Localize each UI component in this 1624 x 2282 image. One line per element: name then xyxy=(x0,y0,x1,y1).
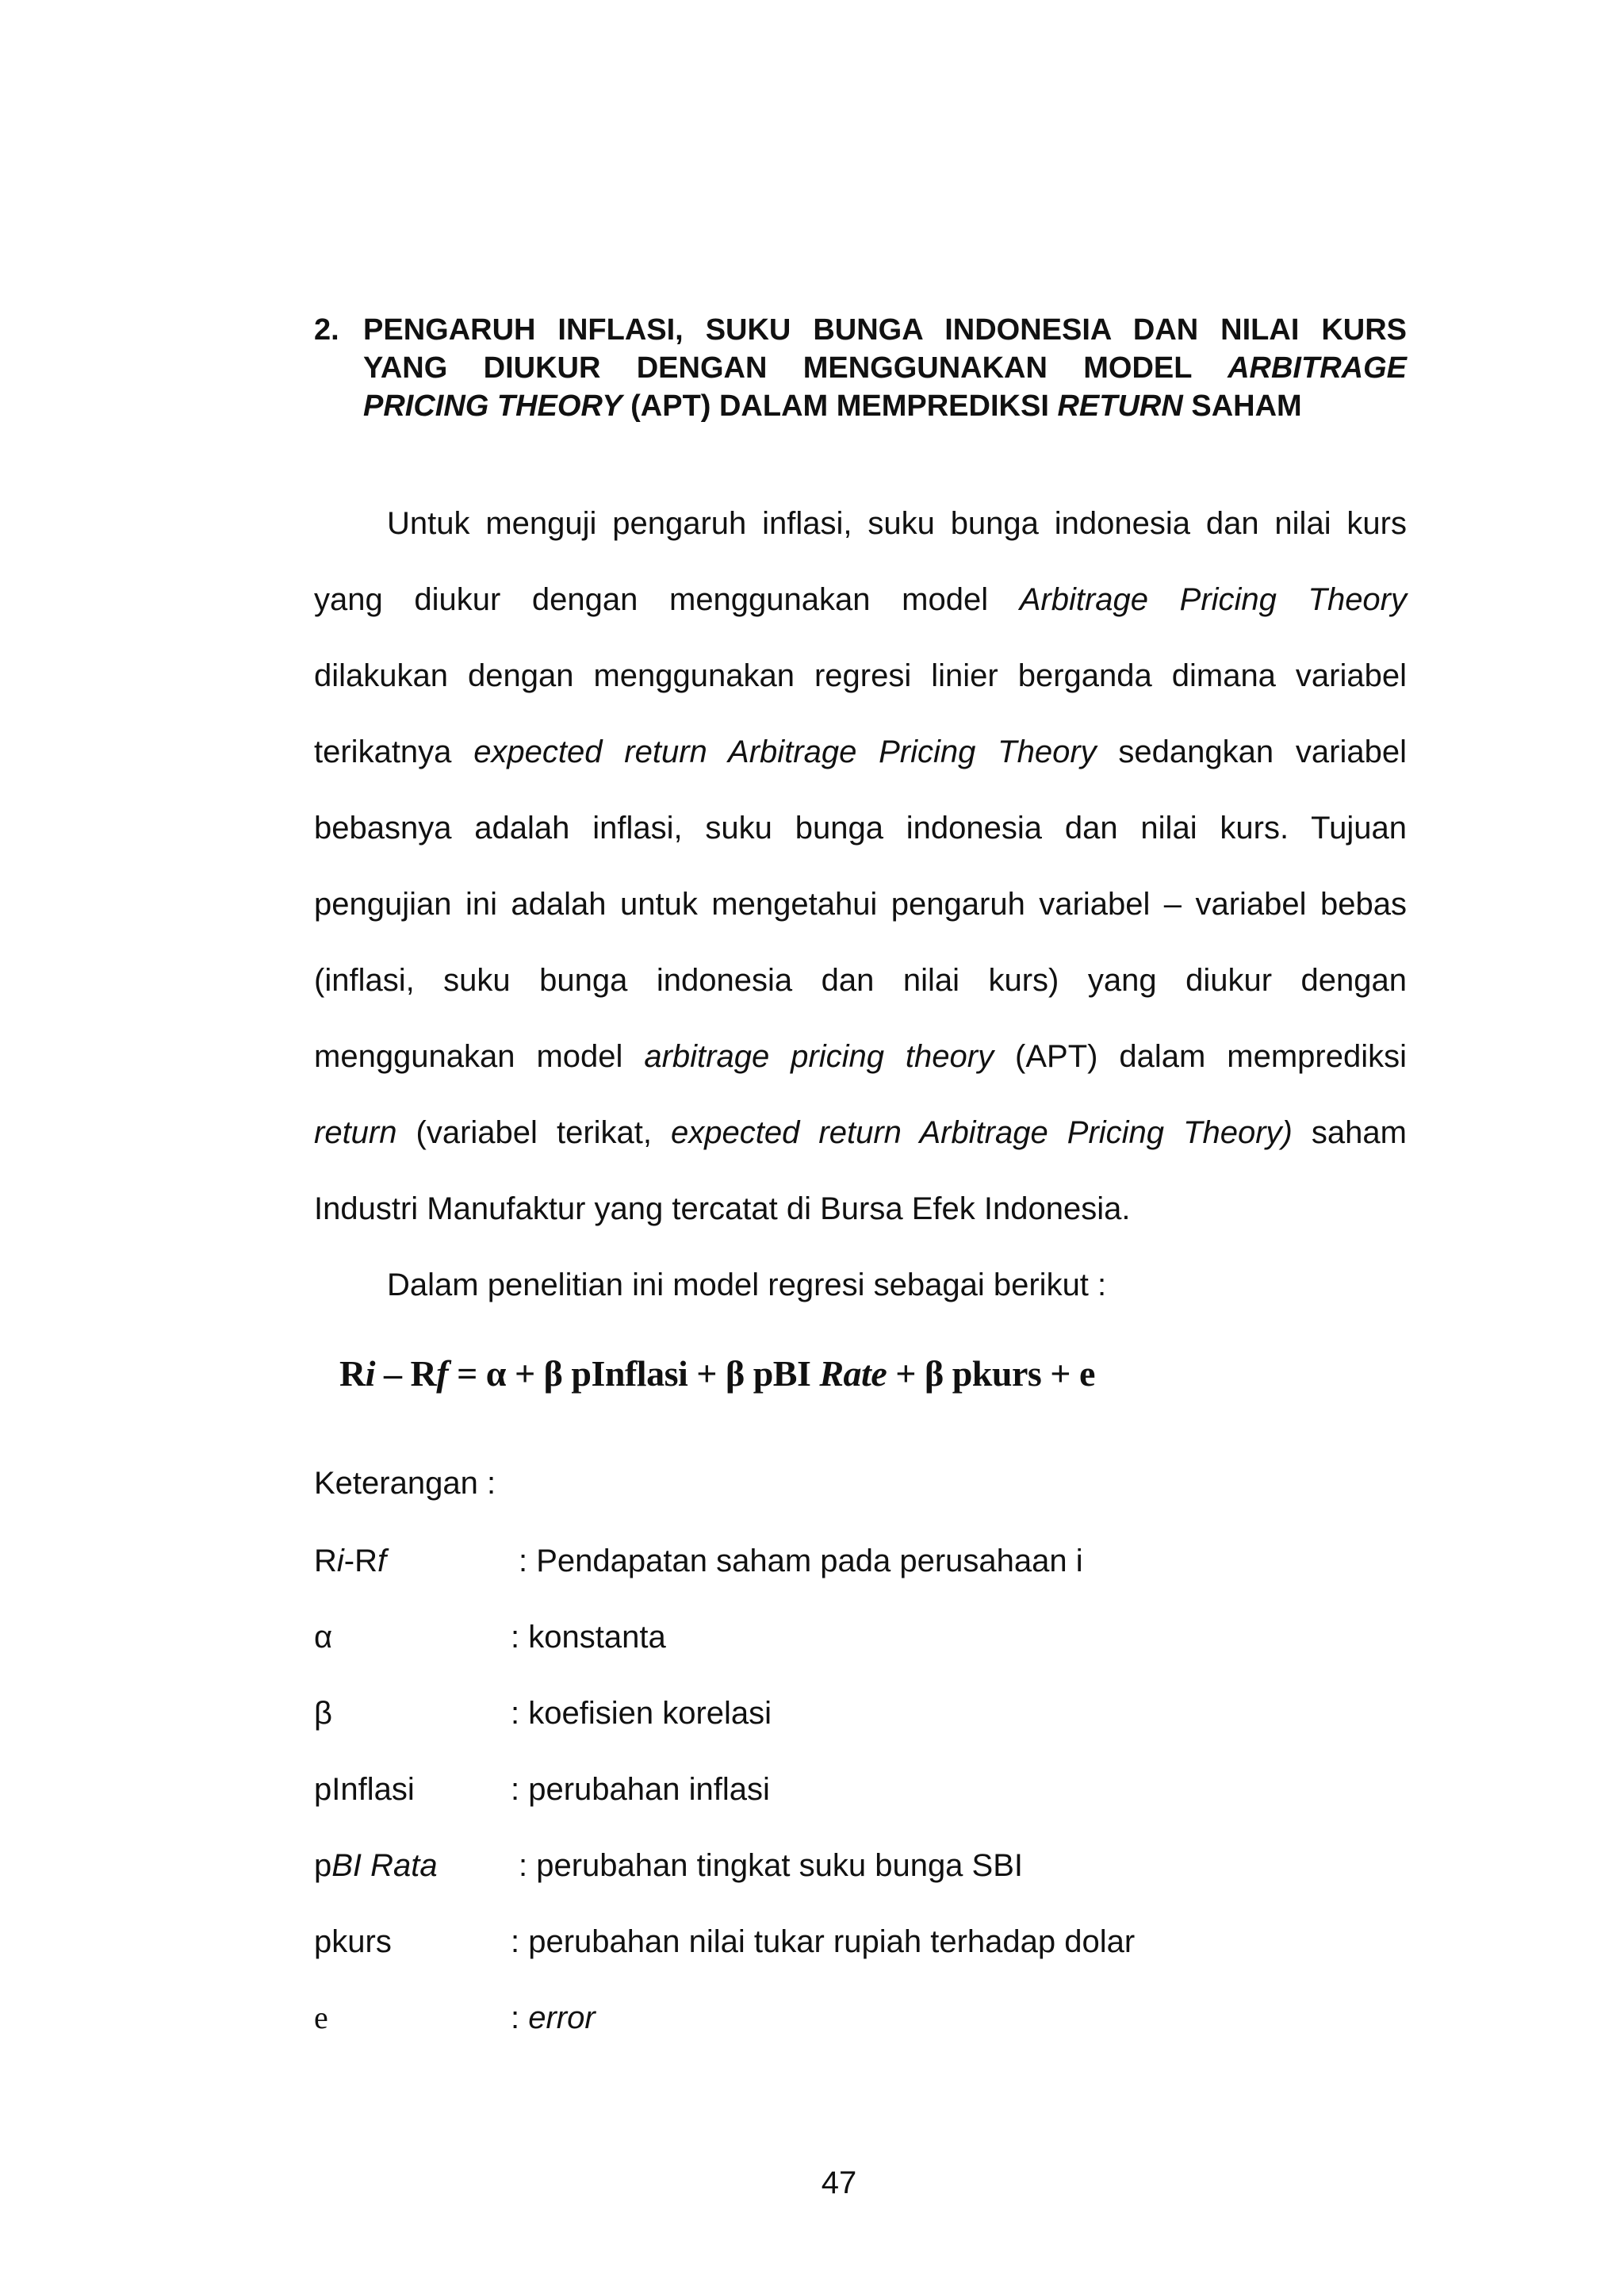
legend-description-part: : xyxy=(511,2000,529,2035)
legend-description: : perubahan inflasi xyxy=(511,1772,770,1807)
paragraph-italic-text: expected return Arbitrage Pricing Theory) xyxy=(671,1115,1293,1150)
legend-term xyxy=(314,1842,438,1889)
legend-term-part: f xyxy=(377,1544,387,1578)
paragraph-line: Untuk menguji pengaruh inflasi, suku bunga indonesia dan nilai kurs xyxy=(387,506,1407,541)
formula-part: + β pkurs + e xyxy=(887,1353,1095,1394)
formula-part: = α + β pInflasi + β pBI xyxy=(448,1353,820,1394)
heading-line-2 xyxy=(363,349,1407,387)
paragraph-line: pengujian ini adalah untuk mengetahui pengaruh variabel – variabel bebas xyxy=(314,887,1407,922)
formula-part: f xyxy=(436,1353,449,1394)
legend-term-part: i xyxy=(336,1544,344,1578)
paragraph-line xyxy=(314,1095,1407,1171)
paragraph-text: yang diukur dengan menggunakan model xyxy=(314,582,989,617)
legend-term: e xyxy=(314,2000,328,2035)
legend-row xyxy=(314,1613,1424,1661)
legend-description: : koefisien korelasi xyxy=(511,1696,772,1731)
formula-part: – R xyxy=(375,1353,437,1394)
legend-term: α xyxy=(314,1620,333,1655)
legend-row xyxy=(314,1537,1424,1585)
legend-term-part: BI Rata xyxy=(331,1848,438,1883)
legend-term: pInflasi xyxy=(314,1772,415,1807)
regression-formula xyxy=(339,1350,1095,1398)
legend-term-part: -R xyxy=(343,1544,377,1578)
paragraph-text: menggunakan model xyxy=(314,1039,623,1074)
legend-row xyxy=(314,1918,1424,1966)
legend-term-part: R xyxy=(314,1544,337,1578)
legend-row xyxy=(314,1842,1424,1889)
keterangan-label: Keterangan : xyxy=(314,1466,496,1501)
legend-term-part: p xyxy=(314,1848,332,1883)
heading-line-3-end: SAHAM xyxy=(1191,389,1302,423)
heading-line-3-text: (APT) DALAM MEMPREDIKSI xyxy=(630,389,1049,423)
heading-line-1: PENGARUH INFLASI, SUKU BUNGA INDONESIA DAN NILAI KURS xyxy=(363,313,1407,347)
paragraph-line: (inflasi, suku bunga indonesia dan nilai kurs) yang diukur dengan xyxy=(314,963,1407,998)
legend-term: β xyxy=(314,1696,333,1731)
paragraph-text: (APT) dalam memprediksi xyxy=(1015,1039,1408,1074)
legend-row xyxy=(314,1766,1424,1813)
body-paragraph-2 xyxy=(314,1247,1407,1323)
legend-term xyxy=(314,1537,386,1585)
legend-description: : perubahan tingkat suku bunga SBI xyxy=(519,1848,1024,1883)
heading-line-2-text: YANG DIUKUR DENGAN MENGGUNAKAN MODEL xyxy=(363,351,1192,385)
heading-line-3-italic: PRICING THEORY xyxy=(363,389,622,423)
paragraph-line: bebasnya adalah inflasi, suku bunga indonesia dan nilai kurs. Tujuan xyxy=(314,811,1407,846)
formula-part: Rate xyxy=(819,1353,887,1394)
section-number: 2. xyxy=(314,313,339,347)
heading-line-3-italic-2: RETURN xyxy=(1057,389,1183,423)
legend-description: : perubahan nilai tukar rupiah terhadap dolar xyxy=(511,1924,1136,1959)
heading-line-2-italic: ARBITRAGE xyxy=(1228,351,1407,385)
paragraph-italic-text: Arbitrage Pricing Theory xyxy=(1019,582,1408,617)
page-number: 47 xyxy=(821,2165,857,2200)
paragraph-line xyxy=(314,562,1407,638)
paragraph-italic-text: arbitrage pricing theory xyxy=(644,1039,994,1074)
paragraph-text: saham xyxy=(1311,1115,1407,1150)
legend-row xyxy=(314,1994,1424,2042)
paragraph-line xyxy=(314,714,1407,790)
heading-line-3 xyxy=(363,387,1407,425)
paragraph-text: terikatnya xyxy=(314,734,452,769)
body-paragraph-1 xyxy=(314,485,1407,1247)
legend-description: : Pendapatan saham pada perusahaan i xyxy=(519,1544,1083,1578)
paragraph-line: Dalam penelitian ini model regresi sebagai berikut : xyxy=(387,1268,1107,1302)
legend-description-part: error xyxy=(528,2000,596,2035)
paragraph-italic-text: return xyxy=(314,1115,397,1150)
paragraph-text: sedangkan variabel xyxy=(1118,734,1407,769)
legend-description: : konstanta xyxy=(511,1620,666,1655)
legend-row xyxy=(314,1689,1424,1737)
paragraph-text: (variabel terikat, xyxy=(416,1115,652,1150)
paragraph-italic-text: expected return Arbitrage Pricing Theory xyxy=(473,734,1097,769)
formula-part: i xyxy=(365,1353,376,1394)
legend-description xyxy=(511,1994,596,2042)
formula-part: R xyxy=(339,1353,366,1394)
legend-term: pkurs xyxy=(314,1924,392,1959)
paragraph-line: Industri Manufaktur yang tercatat di Bursa Efek Indonesia. xyxy=(314,1191,1131,1226)
paragraph-line: dilakukan dengan menggunakan regresi linier berganda dimana variabel xyxy=(314,658,1407,693)
paragraph-line xyxy=(314,1018,1407,1095)
